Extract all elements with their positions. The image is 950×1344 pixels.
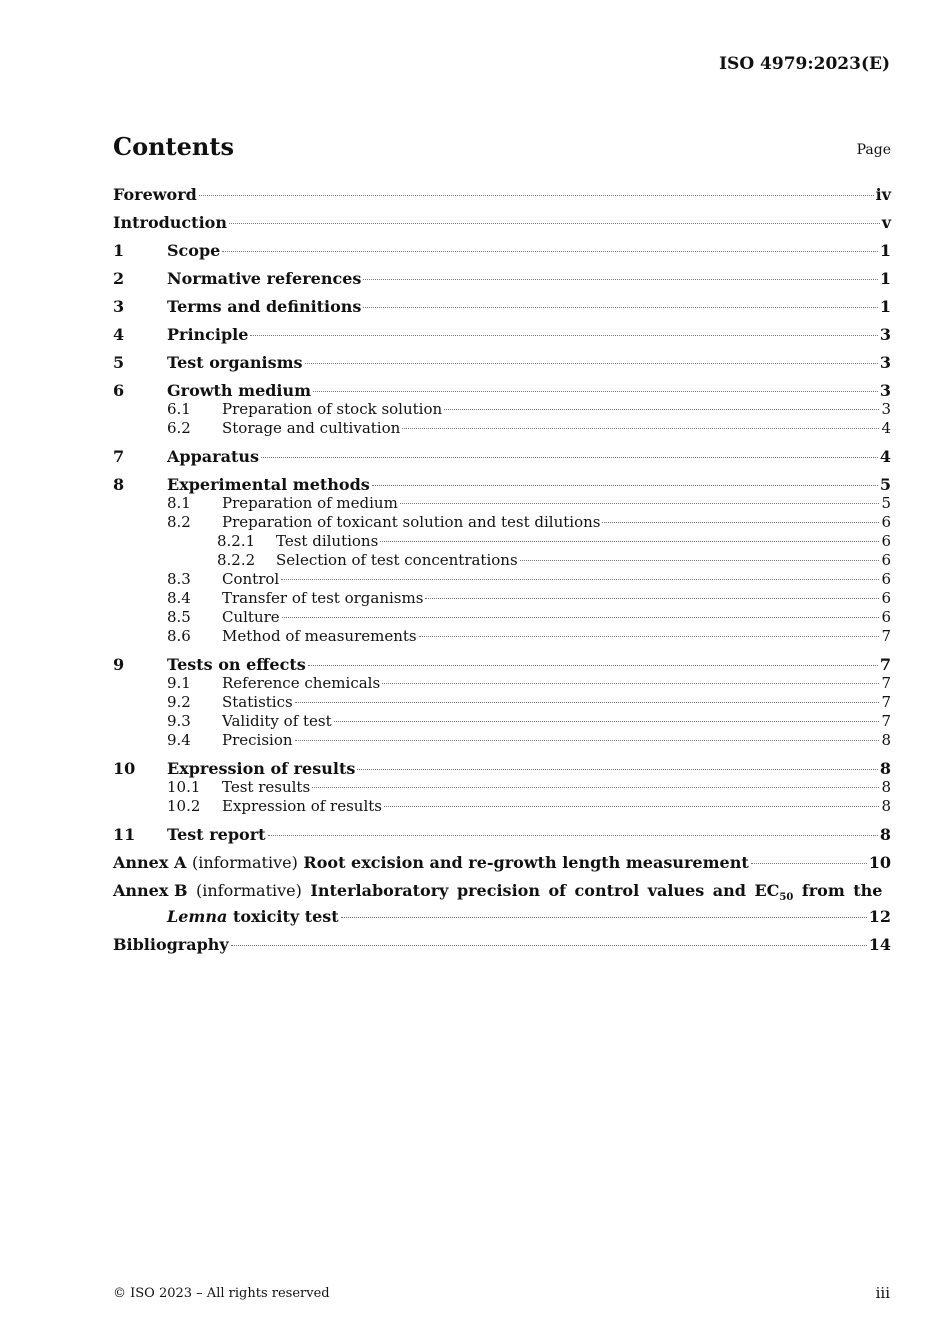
toc-entry-page: 3	[879, 381, 891, 400]
toc-entry-title: Preparation of stock solution	[222, 400, 443, 418]
toc-entry-title: Precision	[222, 731, 293, 749]
toc-entry-page: 6	[881, 551, 891, 569]
toc-entry[interactable]	[113, 627, 891, 646]
toc-entry-number: 8.3	[167, 570, 191, 588]
toc-entry-annex-a[interactable]	[113, 853, 891, 872]
toc-entry[interactable]	[113, 353, 891, 372]
annex-b-italic: Lemna	[167, 907, 228, 927]
dot-leader	[372, 485, 878, 486]
toc-entry-page: 5	[881, 494, 891, 512]
document-id: ISO 4979:2023(E)	[719, 54, 890, 74]
toc-entry[interactable]	[113, 608, 891, 627]
contents-title: Contents	[113, 132, 234, 161]
toc-entry-number: 6	[113, 381, 125, 400]
toc-entry-number: 8.2.1	[217, 532, 256, 550]
dot-leader	[313, 391, 878, 392]
toc-entry-number: 9.3	[167, 712, 191, 730]
toc-entry[interactable]	[113, 674, 891, 693]
toc-entry-page: 6	[881, 513, 891, 531]
toc-entry-page: 6	[881, 589, 891, 607]
toc-entry-number: 8.1	[167, 494, 191, 512]
toc-entry[interactable]	[113, 655, 891, 674]
annex-a-title: Root excision and re-growth length measurement	[303, 853, 749, 872]
toc-entry-number: 8.4	[167, 589, 191, 607]
toc-entry-title: Scope	[167, 241, 221, 260]
annex-b-rest: toxicity test	[232, 907, 339, 927]
toc-entry-page: 1	[879, 297, 891, 316]
toc-entry-page: 6	[881, 532, 891, 550]
toc-entry-title: Control	[222, 570, 280, 588]
dot-leader	[419, 636, 880, 637]
toc-entry-title: Tests on effects	[167, 655, 306, 674]
toc-entry[interactable]	[113, 213, 891, 232]
annex-b-word: from	[801, 881, 845, 900]
toc-entry-title: Apparatus	[167, 447, 259, 466]
toc-entry-number: 6.1	[167, 400, 191, 418]
dot-leader	[602, 522, 879, 523]
annex-b-label: Annex B	[113, 881, 188, 900]
toc-entry-page: 3	[879, 325, 891, 344]
annex-b-info: (informative)	[196, 881, 302, 900]
toc-entry[interactable]	[113, 325, 891, 344]
toc-entry-title: Foreword	[113, 185, 197, 204]
toc-entry-title: Introduction	[113, 213, 227, 232]
toc-entry[interactable]	[113, 825, 891, 844]
toc-entry-annex-b-cont[interactable]	[113, 907, 891, 926]
toc-entry-bibliography[interactable]	[113, 935, 891, 954]
toc-entry-page: 5	[879, 475, 891, 494]
toc-entry-title: Transfer of test organisms	[222, 589, 424, 607]
toc-entry-title: Storage and cultivation	[222, 419, 401, 437]
toc-entry[interactable]	[113, 419, 891, 438]
toc-entry-page: 1	[879, 241, 891, 260]
footer-page-number: iii	[875, 1284, 890, 1302]
annex-b-word: precision	[456, 881, 540, 900]
bibliography-page: 14	[868, 935, 891, 955]
annex-b-word: and	[712, 881, 746, 900]
toc-entry-number: 11	[113, 825, 136, 844]
annex-b-word: values	[647, 881, 705, 900]
toc-entry[interactable]	[113, 475, 891, 494]
toc-entry-page: 7	[881, 674, 891, 692]
toc-entry-title: Principle	[167, 325, 249, 344]
toc-entry-number: 8.2	[167, 513, 191, 531]
dot-leader	[384, 806, 879, 807]
dot-leader	[363, 279, 877, 280]
dot-leader	[222, 251, 878, 252]
toc-entry[interactable]	[113, 269, 891, 288]
toc-entry-number: 9.2	[167, 693, 191, 711]
dot-leader	[229, 223, 880, 224]
toc-entry-title: Preparation of toxicant solution and test dilutions	[222, 513, 601, 531]
toc-entry-page: v	[881, 213, 891, 232]
toc-entry-title: Test dilutions	[276, 532, 379, 550]
toc-entry-page: 7	[879, 655, 891, 674]
toc-entry-page: 7	[881, 627, 891, 645]
toc-entry[interactable]	[113, 381, 891, 400]
toc-entry[interactable]	[113, 693, 891, 712]
toc-entry-page: 3	[879, 353, 891, 372]
table-of-contents	[113, 185, 891, 954]
toc-entry[interactable]	[113, 589, 891, 608]
toc-entry-number: 4	[113, 325, 125, 344]
dot-leader	[295, 740, 880, 741]
toc-entry[interactable]	[113, 297, 891, 316]
toc-entry-title: Test report	[167, 825, 266, 844]
toc-entry[interactable]	[113, 731, 891, 750]
toc-entry-page: 8	[879, 759, 891, 778]
toc-entry[interactable]	[113, 712, 891, 731]
toc-entry-page: 4	[879, 447, 891, 466]
dot-leader	[341, 917, 867, 918]
toc-entry-title: Test results	[222, 778, 311, 796]
annex-a-info: (informative)	[191, 853, 298, 872]
toc-entry-title: Validity of test	[222, 712, 332, 730]
toc-entry[interactable]	[113, 494, 891, 513]
dot-leader	[357, 769, 878, 770]
toc-entry-annex-b[interactable]	[113, 881, 891, 907]
toc-entry-page: 3	[881, 400, 891, 418]
toc-entry-page: 1	[879, 269, 891, 288]
toc-entry[interactable]	[113, 759, 891, 778]
page-column-label: Page	[856, 142, 891, 158]
dot-leader	[400, 503, 880, 504]
annex-b-page: 12	[868, 907, 891, 927]
toc-entry[interactable]	[113, 797, 891, 816]
dot-leader	[282, 617, 880, 618]
toc-entry-number: 10	[113, 759, 136, 778]
toc-entry-title: Preparation of medium	[222, 494, 398, 512]
annex-b-ec50	[754, 881, 793, 907]
toc-entry-title: Statistics	[222, 693, 293, 711]
toc-entry-number: 9.1	[167, 674, 191, 692]
toc-entry-title: Test organisms	[167, 353, 303, 372]
dot-leader	[250, 335, 877, 336]
toc-entry-number: 10.1	[167, 778, 201, 796]
toc-entry[interactable]	[113, 400, 891, 419]
dot-leader	[261, 457, 878, 458]
toc-entry-page: 6	[881, 570, 891, 588]
annex-b-word: of	[548, 881, 567, 900]
bibliography-title: Bibliography	[113, 935, 229, 955]
toc-entry-number: 9	[113, 655, 125, 674]
toc-entry-title: Experimental methods	[167, 475, 370, 494]
toc-entry-number: 2	[113, 269, 125, 288]
toc-entry-title: Culture	[222, 608, 280, 626]
toc-entry-page: 8	[879, 825, 891, 844]
toc-entry-number: 6.2	[167, 419, 191, 437]
toc-entry-title: Growth medium	[167, 381, 312, 400]
dot-leader	[402, 428, 879, 429]
dot-leader	[444, 409, 879, 410]
toc-entry-page: 6	[881, 608, 891, 626]
dot-leader	[231, 945, 867, 946]
toc-entry-title: Selection of test concentrations	[276, 551, 518, 569]
toc-entry-number: 10.2	[167, 797, 201, 815]
toc-entry[interactable]	[113, 551, 891, 570]
annex-a-label: Annex A	[113, 853, 187, 872]
toc-entry-number: 7	[113, 447, 125, 466]
toc-entry-page: 8	[881, 778, 891, 796]
dot-leader	[363, 307, 877, 308]
dot-leader	[520, 560, 880, 561]
toc-entry[interactable]	[113, 778, 891, 797]
dot-leader	[281, 579, 879, 580]
dot-leader	[268, 835, 878, 836]
toc-entry-title: Reference chemicals	[222, 674, 381, 692]
toc-entry-title: Expression of results	[167, 759, 356, 778]
annex-b-word: control	[574, 881, 640, 900]
toc-entry-page: 4	[881, 419, 891, 437]
ec-text: EC	[754, 881, 780, 900]
dot-leader	[312, 787, 879, 788]
dot-leader	[380, 541, 879, 542]
toc-entry-title: Expression of results	[222, 797, 382, 815]
toc-entry-number: 3	[113, 297, 125, 316]
annex-b-word: Interlaboratory	[310, 881, 449, 900]
toc-entry-page: 7	[881, 712, 891, 730]
toc-entry-number: 8.5	[167, 608, 191, 626]
annex-b-word: the	[853, 881, 883, 900]
dot-leader	[295, 702, 880, 703]
dot-leader	[425, 598, 879, 599]
toc-entry-number: 5	[113, 353, 125, 372]
toc-entry[interactable]	[113, 532, 891, 551]
toc-entry-title: Terms and definitions	[167, 297, 362, 316]
toc-entry-page: iv	[875, 185, 891, 204]
dot-leader	[382, 683, 879, 684]
toc-entry-number: 8	[113, 475, 125, 494]
toc-entry-title: Normative references	[167, 269, 362, 288]
dot-leader	[751, 863, 867, 864]
dot-leader	[305, 363, 878, 364]
toc-entry-number: 8.2.2	[217, 551, 256, 569]
toc-entry-number: 1	[113, 241, 125, 260]
dot-leader	[308, 665, 878, 666]
toc-entry[interactable]	[113, 447, 891, 466]
toc-entry-number: 9.4	[167, 731, 191, 749]
toc-entry[interactable]	[113, 241, 891, 260]
toc-entry-number: 8.6	[167, 627, 191, 645]
toc-entry-title: Method of measurements	[222, 627, 417, 645]
toc-entry-page: 7	[881, 693, 891, 711]
toc-entry[interactable]	[113, 513, 891, 532]
toc-entry[interactable]	[113, 570, 891, 589]
toc-entry-page: 8	[881, 797, 891, 815]
footer-copyright: © ISO 2023 – All rights reserved	[113, 1286, 330, 1301]
annex-a-page: 10	[868, 853, 891, 872]
dot-leader	[334, 721, 880, 722]
toc-entry[interactable]	[113, 185, 891, 204]
toc-entry-page: 8	[881, 731, 891, 749]
dot-leader	[199, 195, 874, 196]
ec-subscript: 50	[779, 892, 794, 904]
